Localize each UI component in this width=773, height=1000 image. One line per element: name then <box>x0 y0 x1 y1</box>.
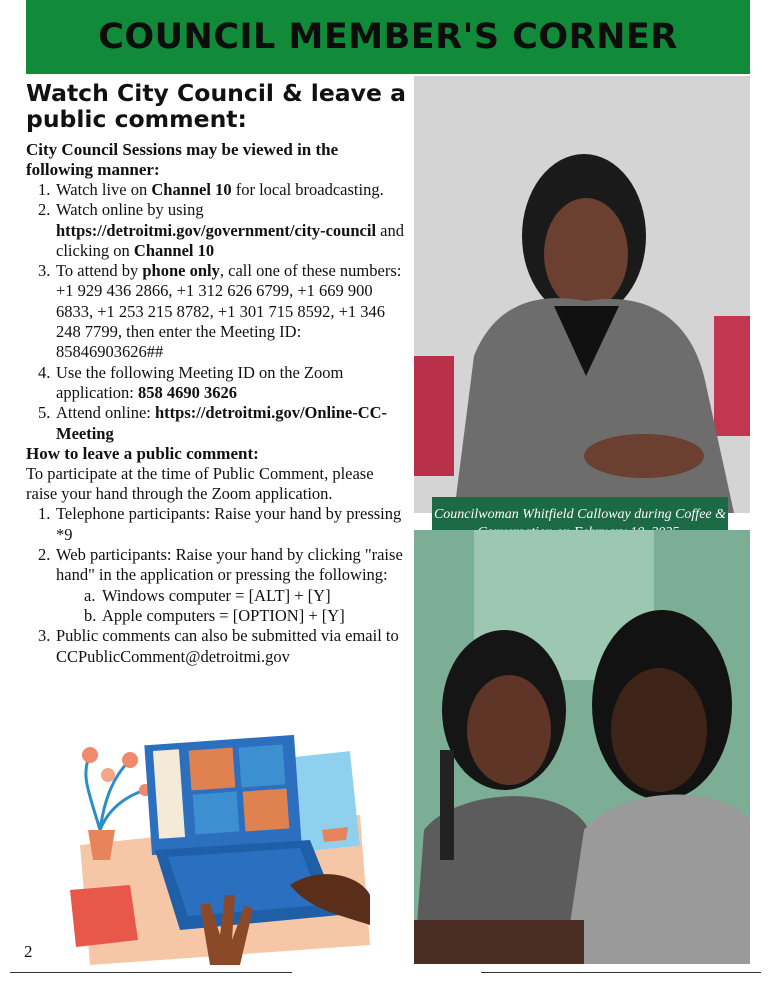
footer-divider-left <box>10 972 292 973</box>
list-item: 3. Public comments can also be submitted via email to CCPublicComment@detroitmi.gov <box>38 626 399 666</box>
viewing-list <box>26 180 408 444</box>
shortcut-list <box>56 586 408 627</box>
photo-caption: Councilwoman Whitfield Calloway during Coffee & <box>432 497 728 551</box>
video-call-illustration <box>60 735 370 965</box>
list-item: 2. Web participants: Raise your hand by clicking "raise hand" in the application or pressing the following: a. Windows computer = [ALT] + [Y] b. Apple computers = [OPTION] + [Y] <box>26 545 408 626</box>
list-item: 3. To attend by phone only, call one of these numbers: +1 929 436 2866, +1 312 626 6799, +1 669 900 6833, +1 253 215 8782, +1 301 715 8592, +1 346 248 7799, then enter the Meeting ID: 85846903626## <box>38 261 402 362</box>
banner-title: COUNCIL MEMBER'S CORNER <box>98 17 678 57</box>
list-item: 2. Watch online by using https://detroitmi.gov/government/city-council and clicking on Channel 10 <box>38 200 404 260</box>
coffee-conversation-photo <box>414 530 750 964</box>
list-item: b. Apple computers = [OPTION] + [Y] <box>84 605 345 625</box>
councilwoman-photo <box>414 76 750 513</box>
online-meeting-link[interactable]: https://detroitmi.gov/Online-CC-Meeting <box>56 403 388 443</box>
list-item: a. Windows computer = [ALT] + [Y] <box>84 585 331 605</box>
list-item: 1. Watch live on Channel 10 for local broadcasting. <box>38 180 384 199</box>
list-item: 1. Telephone participants: Raise your hand by pressing *9 <box>38 504 402 544</box>
footer-divider-right <box>481 972 761 973</box>
list-item: 5. Attend online: https://detroitmi.gov/Online-CC-Meeting <box>38 403 388 443</box>
viewing-intro: City Council Sessions may be viewed in the following manner: <box>26 140 339 179</box>
page-number: 2 <box>24 942 33 961</box>
list-item: 4. Use the following Meeting ID on the Zoom application: 858 4690 3626 <box>38 362 344 402</box>
comment-title: How to leave a public comment: <box>26 443 259 463</box>
main-column <box>26 80 408 667</box>
council-url-link[interactable]: https://detroitmi.gov/government/city-council <box>56 220 377 240</box>
comment-intro: To participate at the time of Public Comment, please raise your hand through the Zoom application. <box>26 463 374 504</box>
section-heading: Watch City Council & leave a public comment: <box>26 79 406 133</box>
header-banner <box>26 0 750 74</box>
comment-list <box>26 504 408 666</box>
